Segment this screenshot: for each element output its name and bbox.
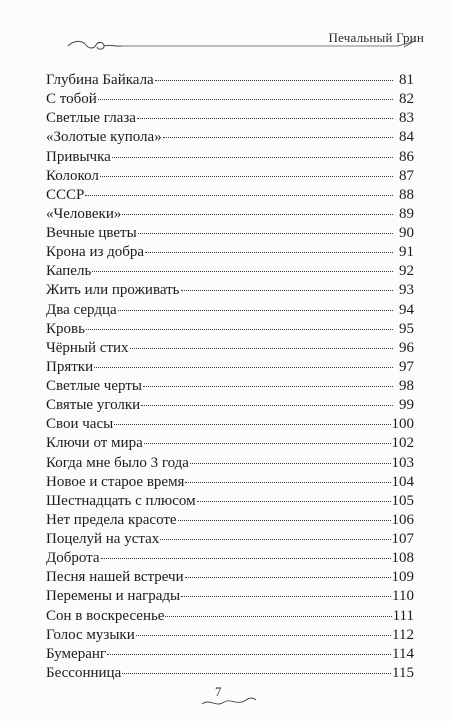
toc-entry-page: 111 [392, 607, 414, 624]
toc-entry [46, 568, 414, 587]
toc-entry-title: СССР [46, 186, 85, 203]
toc-leader-dots [86, 329, 393, 330]
toc-entry-title: Когда мне было 3 года [46, 454, 189, 471]
toc-leader-dots [138, 233, 393, 234]
toc-entry-page: 88 [399, 186, 414, 203]
toc-leader-dots [112, 157, 393, 158]
toc-leader-dots [107, 654, 391, 655]
toc-entry-page: 109 [391, 569, 414, 586]
toc-entry-page: 84 [399, 129, 414, 146]
toc-leader-dots [145, 252, 393, 253]
toc-entry-title: Светлые черты [46, 378, 142, 394]
toc-entry-page: 115 [392, 664, 414, 681]
toc-leader-dots [190, 463, 391, 464]
toc-entry-title: Нет предела красоте [46, 511, 177, 528]
toc-entry [46, 434, 414, 453]
toc-entry-title: Песня нашей встречи [46, 569, 184, 586]
toc-entry-page: 107 [391, 531, 414, 547]
toc-entry-title: Ключи от мира [46, 435, 143, 452]
toc-leader-dots [122, 214, 393, 215]
toc-entry [46, 607, 414, 626]
toc-entry-title: Чёрный стих [46, 339, 129, 356]
toc-entry-title: «Человеки» [46, 205, 122, 222]
page-number: 7 [215, 684, 222, 699]
running-header-title: Печальный Грин [328, 30, 424, 45]
toc-entry-page: 114 [392, 645, 414, 662]
toc-entry-title: Бумеранг [46, 645, 107, 662]
toc-entry-page: 103 [391, 454, 414, 471]
toc-entry-title: Глубина Байкала [46, 72, 154, 88]
toc-entry [46, 587, 414, 606]
toc-entry [46, 645, 414, 664]
toc-entry-title: Поцелуй на устах [46, 531, 160, 547]
toc-entry-page: 90 [399, 225, 414, 241]
toc-entry [46, 224, 414, 243]
toc-entry [46, 626, 414, 645]
toc-entry-page: 94 [399, 301, 414, 318]
toc-entry [46, 301, 414, 320]
toc-leader-dots [98, 99, 393, 100]
toc-entry [46, 339, 414, 358]
toc-entry [46, 415, 414, 434]
toc-entry [46, 664, 414, 683]
toc-entry-page: 106 [391, 511, 414, 528]
toc-entry-title: Крона из добра [46, 244, 145, 261]
toc-leader-dots [94, 367, 393, 368]
toc-entry-page: 92 [399, 263, 414, 280]
toc-entry [46, 71, 414, 90]
toc-leader-dots [144, 443, 391, 444]
toc-entry [46, 511, 414, 530]
toc-entry-page: 110 [392, 588, 414, 605]
toc-entry [46, 243, 414, 262]
toc-entry-page: 104 [391, 473, 414, 490]
toc-entry-title: Привычка [46, 148, 111, 165]
toc-leader-dots [155, 80, 393, 81]
toc-leader-dots [163, 137, 393, 138]
folio-ornament-icon [198, 686, 258, 710]
toc-entry-page: 100 [391, 416, 414, 433]
toc-entry [46, 262, 414, 281]
toc-entry-title: Вечные цветы [46, 225, 137, 241]
toc-leader-dots [92, 271, 393, 272]
toc-leader-dots [85, 195, 393, 196]
toc-entry [46, 205, 414, 224]
toc-entry-title: Сон в воскресенье [46, 607, 165, 624]
toc-leader-dots [114, 424, 390, 425]
toc-entry-page: 95 [399, 320, 414, 337]
toc-leader-dots [181, 290, 394, 291]
toc-entry [46, 549, 414, 568]
toc-leader-dots [181, 596, 391, 597]
header-ornament-rule [64, 38, 426, 54]
toc-entry-title: Бессонница [46, 664, 122, 681]
toc-entry-page: 108 [391, 550, 414, 567]
toc-entry [46, 90, 414, 109]
toc-leader-dots [165, 616, 391, 617]
toc-entry [46, 167, 414, 186]
toc-entry [46, 396, 414, 415]
toc-entry-page: 99 [399, 397, 414, 414]
toc-entry-title: Свои часы [46, 416, 114, 433]
toc-entry-page: 96 [399, 339, 414, 356]
toc-leader-dots [185, 482, 390, 483]
toc-entry-page: 98 [399, 378, 414, 394]
toc-entry-page: 82 [399, 91, 414, 108]
toc-leader-dots [160, 539, 390, 540]
toc-entry-title: Капель [46, 263, 92, 280]
toc-entry [46, 109, 414, 128]
toc-entry-page: 86 [399, 148, 414, 165]
table-of-contents [46, 71, 414, 683]
toc-entry-page: 93 [399, 282, 414, 299]
toc-entry-title: Колокол [46, 167, 99, 184]
toc-leader-dots [197, 501, 391, 502]
toc-entry [46, 148, 414, 167]
toc-leader-dots [130, 348, 393, 349]
toc-entry-page: 83 [399, 110, 414, 127]
toc-entry [46, 320, 414, 339]
toc-entry [46, 281, 414, 300]
toc-entry [46, 358, 414, 377]
toc-entry-page: 87 [399, 167, 414, 184]
toc-entry-page: 89 [399, 205, 414, 222]
toc-entry-page: 102 [391, 435, 414, 452]
toc-entry-page: 81 [399, 72, 414, 88]
toc-entry [46, 454, 414, 473]
toc-leader-dots [118, 310, 393, 311]
toc-entry-title: Прятки [46, 358, 94, 375]
toc-entry-page: 91 [399, 244, 414, 261]
toc-leader-dots [101, 558, 391, 559]
toc-entry-title: С тобой [46, 91, 97, 108]
toc-entry-title: Кровь [46, 320, 85, 337]
toc-entry [46, 473, 414, 492]
toc-entry-title: «Золотые купола» [46, 129, 162, 146]
toc-entry [46, 377, 414, 396]
toc-leader-dots [185, 577, 391, 578]
toc-entry-title: Шестнадцать с плюсом [46, 492, 196, 509]
toc-entry-title: Два сердца [46, 301, 117, 318]
toc-entry-title: Жить или проживать [46, 282, 180, 299]
toc-leader-dots [141, 405, 393, 406]
toc-entry [46, 492, 414, 511]
toc-entry-page: 97 [399, 358, 414, 375]
toc-entry [46, 186, 414, 205]
toc-leader-dots [100, 176, 393, 177]
toc-entry-page: 112 [392, 626, 414, 643]
toc-entry-title: Доброта [46, 550, 100, 567]
toc-entry [46, 128, 414, 147]
toc-entry-title: Святые уголки [46, 397, 141, 414]
toc-leader-dots [178, 520, 391, 521]
toc-leader-dots [122, 673, 391, 674]
toc-leader-dots [143, 386, 393, 387]
toc-entry-title: Перемены и награды [46, 588, 181, 605]
toc-entry-page: 105 [391, 492, 414, 509]
toc-leader-dots [137, 118, 393, 119]
toc-leader-dots [136, 635, 391, 636]
toc-entry-title: Голос музыки [46, 626, 135, 643]
toc-entry-title: Светлые глаза [46, 110, 136, 127]
toc-entry [46, 530, 414, 549]
toc-entry-title: Новое и старое время [46, 473, 185, 490]
